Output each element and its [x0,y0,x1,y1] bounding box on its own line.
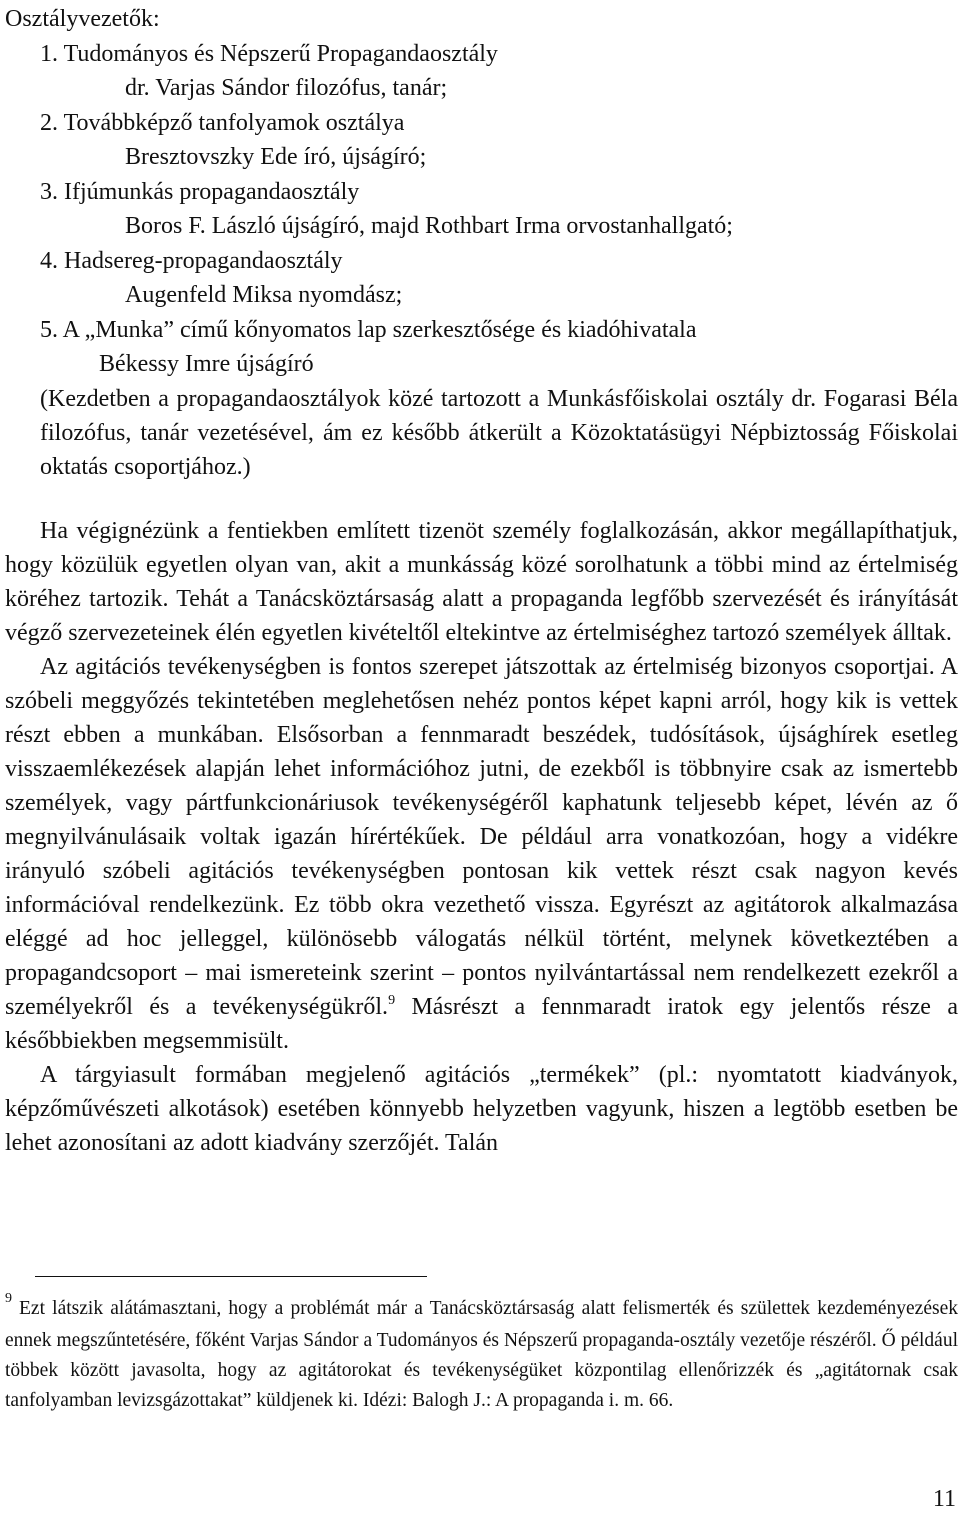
list-heading: Osztályvezetők: [5,6,160,32]
body-text [5,514,958,1160]
list-item-title: 3. Ifjúmunkás propagandaosztály [40,178,360,205]
paragraph-2 [5,650,958,1058]
paragraph-1: Ha végignézünk a fentiekben említett tizenöt személy foglalkozásán, akkor megállapíthatjuk, hogy közülük egyetlen olyan van, akit a munkásság közé sorolhatunk a többi mind az értelmiség köréhez tartozik. Tehát a Tanácsköztársaság alatt a propaganda legfőbb szervezését és irányítását végző szervezeteinek élén egyetlen kivételtől eltekintve az értelmiséghez tartozó személyek álltak. [5,517,958,646]
footnote-text: Ezt látszik alátámasztani, hogy a problémát már a Tanácsköztársaság alatt felismerték és születtek kezdeményezések ennek megszűntetésére, főként Varjas Sándor a Tudományos és Népszerű propaganda-osztály vezetője részéről. Ő például többek között javasolta, hogy az agitátorokat és tevékenységüket központilag ellenőrizzék és „agitátornak csak tanfolyamban levizsgázottakat” küldjenek ki. Idézi: Balogh J.: A propaganda i. m. 66. [5,1298,958,1411]
footnote-divider [35,1276,427,1277]
list-item-title: 1. Tudományos és Népszerű Propagandaosztály [40,40,498,67]
list-note: (Kezdetben a propagandaosztályok közé tartozott a Munkásfőiskolai osztály dr. Fogarasi Béla filozófus, tanár vezetésével, ám ez később átkerült a Közoktatásügyi Népbiztosság Főiskolai oktatás csoportjához.) [40,385,958,480]
page-content [5,2,958,1160]
page-number: 11 [932,1486,956,1512]
list-note-block [5,382,958,484]
list-item-title: 2. Továbbképző tanfolyamok osztálya [40,109,405,136]
list-item-person: Bresztovszky Ede író, újságíró; [125,144,427,170]
list-item-title: 5. A „Munka” című kőnyomatos lap szerkesztősége és kiadóhivatala [40,316,697,343]
footnote-reference[interactable]: 9 [388,992,396,1008]
list-item-title: 4. Hadsereg-propagandaosztály [40,247,343,274]
list-item-person: Boros F. László újságíró, majd Rothbart Irma orvostanhallgató; [125,213,733,239]
paragraph-3: A tárgyiasult formában megjelenő agitációs „termékek” (pl.: nyomtatott kiadványok, képzőművészeti alkotások) esetében könnyebb helyzetben vagyunk, hiszen a legtöbb esetben be lehet azonosítani az adott kiadvány szerzőjét. Talán [5,1061,958,1156]
list-item-person: dr. Varjas Sándor filozófus, tanár; [125,75,448,101]
footnote-number: 9 [5,1291,12,1306]
footnote [5,1291,958,1416]
paragraph-2-text-end: Másrészt a fennmaradt iratok egy jelentős része a későbbiekben megsemmisült. [5,993,958,1054]
list-item-person: Augenfeld Miksa nyomdász; [125,282,403,308]
list-item-person: Békessy Imre újságíró [99,351,314,377]
paragraph-2-text: Az agitációs tevékenységben is fontos szerepet játszottak az értelmiség bizonyos csoportjai. A szóbeli meggyőzés tekintetében meglehetősen nehéz pontos képet kapni arról, hogy kik is vettek részt ebben a munkában. Elsősorban a fennmaradt beszédek, tudósítások, újsághírek esetleg visszaemlékezések alapján lehet információhoz jutni, de ezekből is többnyire csak az ismertebb személyek, vagy pártfunkcionáriusok tevékenységéről kaphatunk teljesebb képet, lévén az ő megnyilvánulásaik voltak igazán hírértékűek. De például arra vonatkozóan, hogy a vidékre irányuló szóbeli agitációs tevékenységben pontosan kik vettek részt csak nagyon kevés információval rendelkezünk. Ez több okra vezethető vissza. Egyrészt az agitátorok alkalmazása eléggé ad hoc jelleggel, különösebb válogatás nélkül történt, melynek következtében a propagandcsoport – mai ismereteink szerint – pontos nyilvántartással nem rendelkezett ezekről a személyekről és a tevékenységükről. [5,653,958,1020]
